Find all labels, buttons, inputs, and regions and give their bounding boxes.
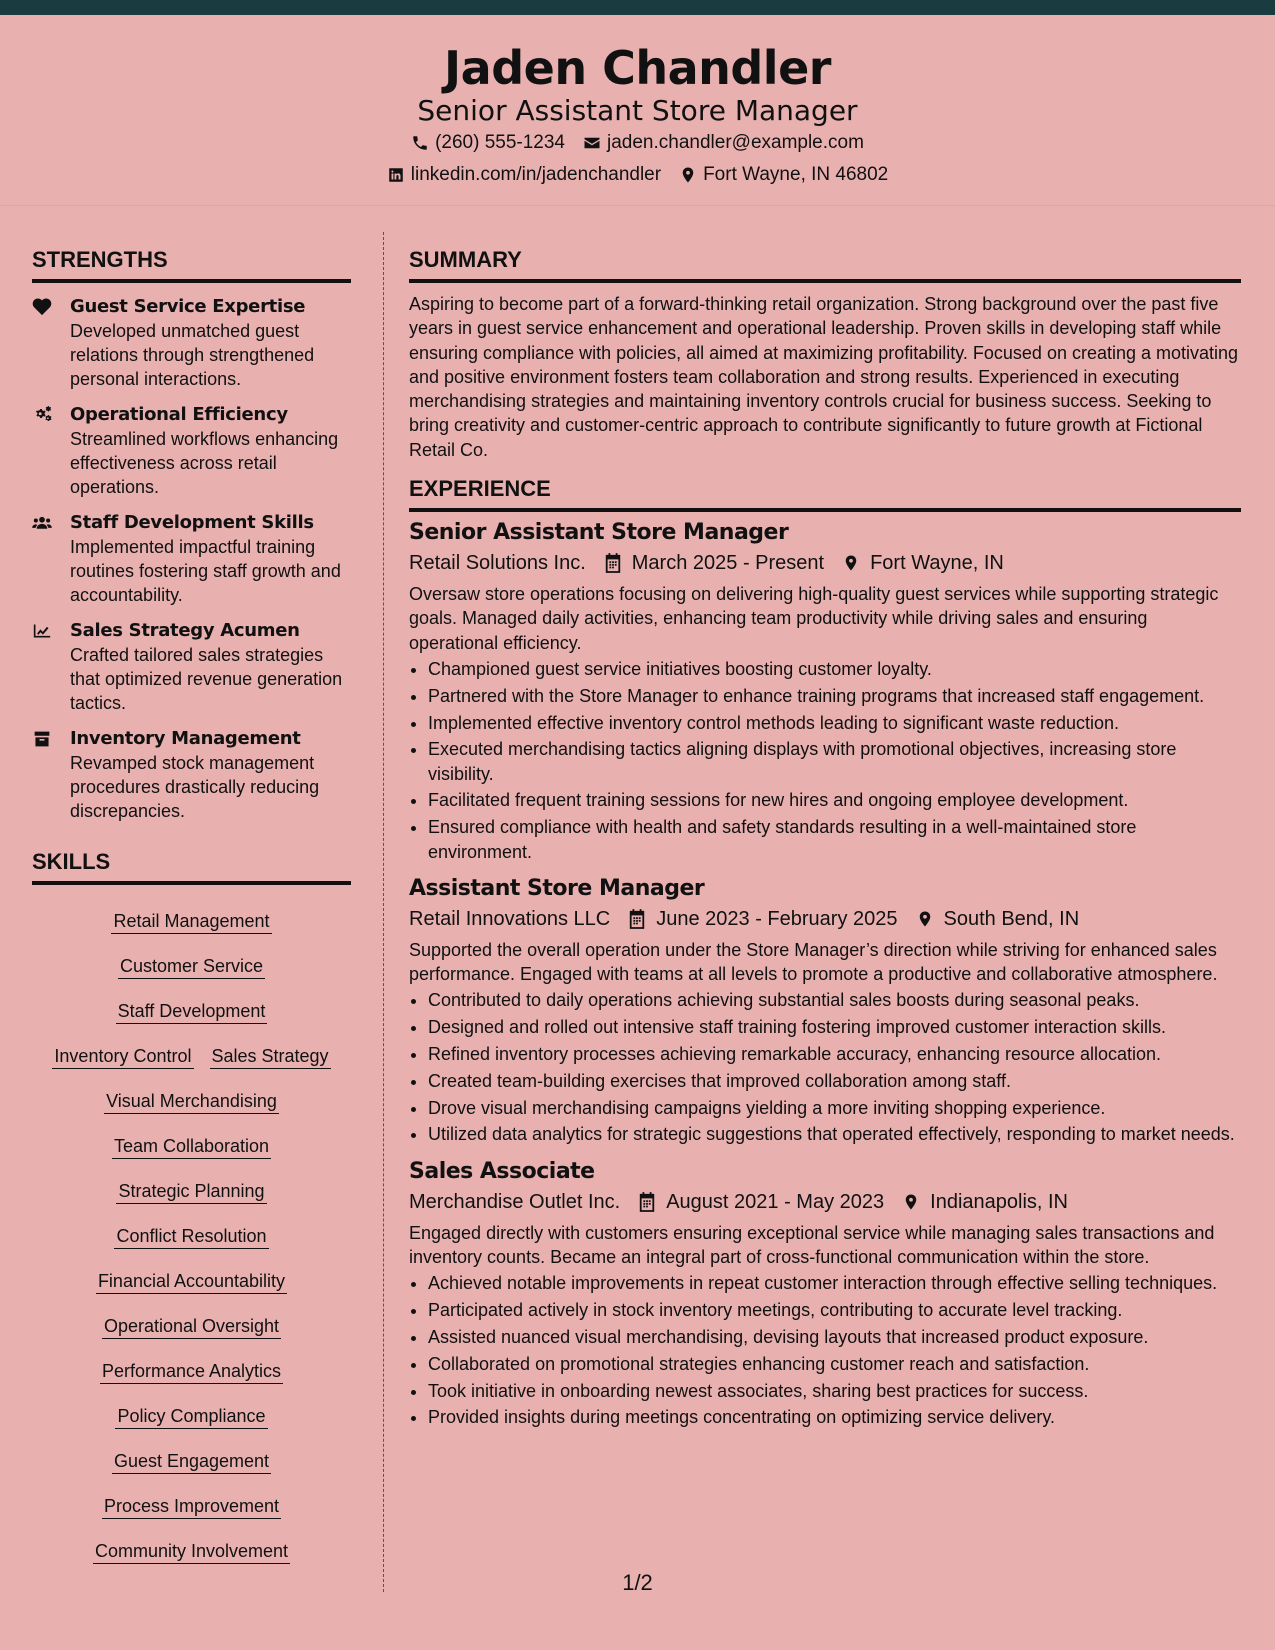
- strengths-heading: STRENGTHS: [32, 245, 351, 283]
- job-description: Supported the overall operation under the Store Manager’s direction while striving for enhanced sales performance. Engaged with teams at all levels to promote a productive and collaborative atmosphere.: [409, 939, 1218, 985]
- skill-tag: Sales Strategy: [210, 1044, 331, 1069]
- job-entry: [409, 1157, 1241, 1430]
- strength-title: Staff Development Skills: [70, 512, 314, 533]
- job-location: South Bend, IN: [943, 907, 1080, 930]
- top-bar: [0, 0, 1275, 15]
- users-icon: [32, 514, 52, 532]
- list-item: • Partnered with the Store Manager to enhance training programs that increased staff engagement.: [428, 684, 1241, 708]
- strength-desc: Revamped stock management procedures drastically reducing discrepancies.: [70, 753, 320, 821]
- summary-text: Aspiring to become part of a forward-thinking retail organization. Strong background over the past five years in guest service enhancement and operational leadership. Proven skills in developing staff while ensuring compliance with policies, all aimed at maximizing profitability. Focused on creating a motivating and positive environment fosters team collaboration and strong results. Experienced in executing merchandising strategies and maintaining inventory controls crucial for business success. Seeking to bring creativity and customer-centric approach to contribute significantly to future growth at Fictional Retail Co.: [409, 294, 1239, 460]
- job-bullets: [409, 1271, 1241, 1429]
- strength-desc: Implemented impactful training routines fostering staff growth and accountability.: [70, 537, 341, 605]
- job-company: Merchandise Outlet Inc.: [409, 1190, 621, 1213]
- strength-desc: Crafted tailored sales strategies that optimized revenue generation tactics.: [70, 645, 343, 713]
- strength-item: [32, 619, 351, 715]
- resume-header: [0, 15, 1275, 205]
- candidate-name: Jaden Chandler: [444, 41, 831, 95]
- list-item: • Participated actively in stock inventory meetings, contributing to accurate level tracking.: [428, 1298, 1241, 1322]
- skill-tag: Guest Engagement: [112, 1449, 271, 1474]
- email-text: jaden.chandler@example.com: [607, 132, 864, 154]
- skill-tag: Inventory Control: [52, 1044, 193, 1069]
- contact-row-2: [0, 159, 1275, 191]
- strength-item: [32, 295, 351, 391]
- strength-desc: Developed unmatched guest relations through strengthened personal interactions.: [70, 321, 315, 389]
- strength-title: Sales Strategy Acumen: [70, 620, 300, 641]
- job-dates: August 2021 - May 2023: [666, 1190, 885, 1213]
- list-item: • Took initiative in onboarding newest associates, sharing best practices for success.: [428, 1379, 1241, 1403]
- map-marker-icon: [916, 909, 934, 929]
- linkedin-contact[interactable]: [387, 159, 661, 191]
- skill-tag: Performance Analytics: [100, 1359, 283, 1384]
- job-meta: [409, 904, 1241, 934]
- list-item: • Drove visual merchandising campaigns yielding a more inviting shopping experience.: [428, 1096, 1241, 1120]
- experience-heading: EXPERIENCE: [409, 474, 1241, 512]
- skill-tag: Operational Oversight: [102, 1314, 281, 1339]
- strength-title: Inventory Management: [70, 728, 301, 749]
- job-dates: March 2025 - Present: [631, 552, 825, 575]
- skill-tag: Process Improvement: [102, 1494, 281, 1519]
- job-meta: [409, 1187, 1241, 1217]
- list-item: • Facilitated frequent training sessions for new hires and ongoing employee development.: [428, 788, 1241, 812]
- list-item: • Collaborated on promotional strategies enhancing customer reach and satisfaction.: [428, 1352, 1241, 1376]
- header-separator: [0, 205, 1275, 206]
- job-title: Assistant Store Manager: [409, 875, 705, 901]
- box-icon: [32, 730, 52, 748]
- job-entry: [409, 874, 1241, 1147]
- job-location: Fort Wayne, IN: [870, 552, 1004, 575]
- heart-icon: [32, 298, 52, 316]
- list-item: • Championed guest service initiatives boosting customer loyalty.: [428, 657, 1241, 681]
- list-item: • Provided insights during meetings concentrating on optimizing service delivery.: [428, 1405, 1241, 1429]
- job-bullets: [409, 988, 1241, 1146]
- location-contact: [679, 159, 888, 191]
- column-divider: [383, 232, 384, 1592]
- skill-tag: Retail Management: [111, 909, 271, 934]
- list-item: • Utilized data analytics for strategic suggestions that operated effectively, responding to market needs.: [428, 1122, 1241, 1146]
- contact-row-1: [0, 127, 1275, 159]
- list-item: • Refined inventory processes achieving remarkable accuracy, enhancing resource allocation.: [428, 1042, 1241, 1066]
- calendar-icon: [604, 553, 622, 573]
- strength-desc: Streamlined workflows enhancing effectiveness across retail operations.: [70, 429, 339, 497]
- list-item: • Created team-building exercises that improved collaboration among staff.: [428, 1069, 1241, 1093]
- email-contact[interactable]: [583, 127, 864, 159]
- summary-heading: SUMMARY: [409, 245, 1241, 283]
- strength-item: [32, 727, 351, 823]
- gears-icon: [32, 406, 52, 424]
- left-column: [32, 245, 351, 1574]
- job-location: Indianapolis, IN: [930, 1190, 1069, 1213]
- job-description: Engaged directly with customers ensuring exceptional service while managing sales transactions and inventory counts. Became an integral part of cross-functional communication within the store.: [409, 1222, 1215, 1268]
- job-title: Sales Associate: [409, 1158, 595, 1184]
- location-text: Fort Wayne, IN 46802: [703, 164, 889, 186]
- job-company: Retail Innovations LLC: [409, 907, 611, 930]
- job-company: Retail Solutions Inc.: [409, 552, 586, 575]
- skill-tag: Policy Compliance: [115, 1404, 267, 1429]
- skill-tag: Conflict Resolution: [114, 1224, 268, 1249]
- map-marker-icon: [902, 1192, 920, 1212]
- job-meta: [409, 548, 1241, 578]
- list-item: • Executed merchandising tactics aligning displays with promotional objectives, increasing store visibility.: [428, 737, 1241, 786]
- skill-tag: Visual Merchandising: [104, 1089, 279, 1114]
- job-bullets: [409, 657, 1241, 864]
- page-number: 1/2: [622, 1570, 653, 1595]
- phone-icon: [411, 134, 429, 152]
- right-column: [409, 245, 1241, 1432]
- skills-heading: SKILLS: [32, 847, 351, 885]
- candidate-title: Senior Assistant Store Manager: [417, 93, 858, 127]
- skills-list: [32, 899, 351, 1574]
- linkedin-icon: [387, 166, 405, 184]
- strength-title: Operational Efficiency: [70, 404, 288, 425]
- job-description: Oversaw store operations focusing on delivering high-quality guest services while supporting strategic goals. Managed daily activities, enhancing team productivity while driving sales and ensuring operational efficiency.: [409, 584, 1219, 653]
- strength-title: Guest Service Expertise: [70, 296, 306, 317]
- list-item: • Ensured compliance with health and safety standards resulting in a well-maintained store environment.: [428, 815, 1241, 864]
- skill-tag: Customer Service: [118, 954, 265, 979]
- strength-item: [32, 511, 351, 607]
- list-item: • Implemented effective inventory control methods leading to significant waste reduction.: [428, 711, 1241, 735]
- skill-tag: Financial Accountability: [96, 1269, 287, 1294]
- job-dates: June 2023 - February 2025: [656, 907, 898, 930]
- list-item: • Achieved notable improvements in repeat customer interaction through effective selling techniques.: [428, 1271, 1241, 1295]
- calendar-icon: [638, 1192, 656, 1212]
- job-title: Senior Assistant Store Manager: [409, 520, 789, 546]
- phone-contact[interactable]: [411, 127, 565, 159]
- skill-tag: Team Collaboration: [112, 1134, 271, 1159]
- job-entry: [409, 518, 1241, 864]
- map-marker-icon: [842, 553, 860, 573]
- linkedin-text: linkedin.com/in/jadenchandler: [410, 164, 662, 186]
- calendar-icon: [628, 909, 646, 929]
- chart-line-icon: [32, 622, 52, 640]
- list-item: • Assisted nuanced visual merchandising, devising layouts that increased product exposure.: [428, 1325, 1241, 1349]
- map-marker-icon: [679, 166, 697, 184]
- skill-tag: Staff Development: [116, 999, 268, 1024]
- envelope-icon: [583, 134, 601, 152]
- list-item: • Contributed to daily operations achieving substantial sales boosts during seasonal peaks.: [428, 988, 1241, 1012]
- strength-item: [32, 403, 351, 499]
- phone-text: (260) 555-1234: [435, 132, 565, 154]
- list-item: • Designed and rolled out intensive staff training fostering improved customer interaction skills.: [428, 1015, 1241, 1039]
- skill-tag: Community Involvement: [93, 1539, 290, 1564]
- skill-tag: Strategic Planning: [116, 1179, 266, 1204]
